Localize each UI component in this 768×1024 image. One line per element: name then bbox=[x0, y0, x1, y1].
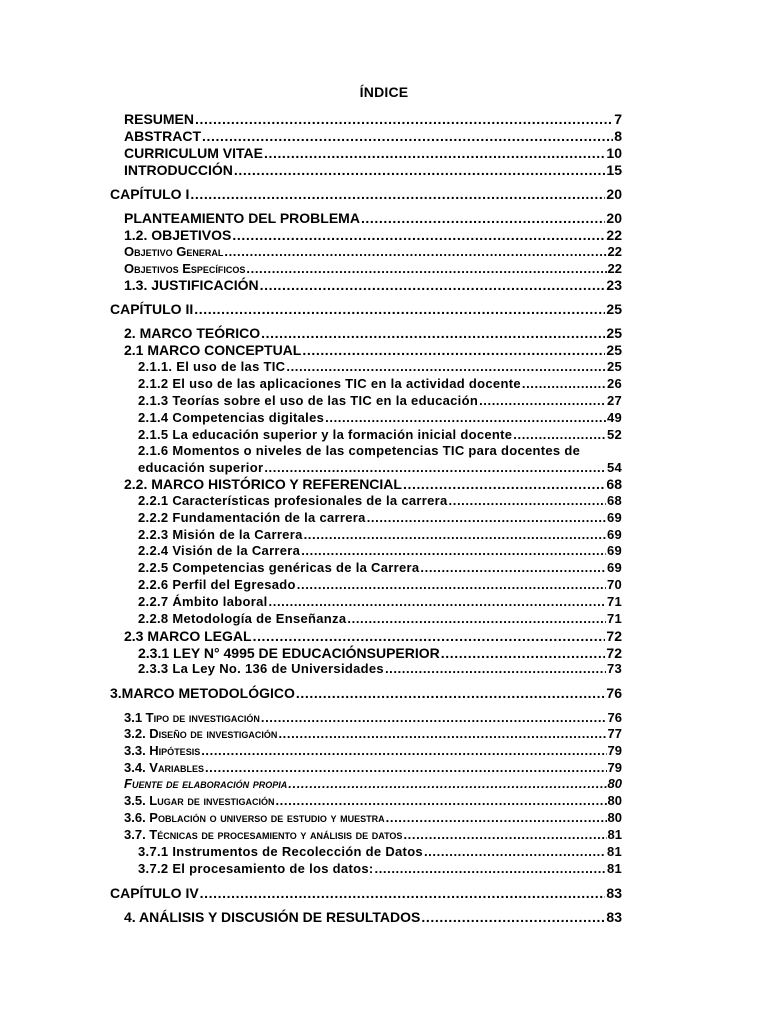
toc-entry-label: 3.7.2 El procesamiento de los datos: bbox=[138, 861, 374, 876]
toc-entry[interactable] bbox=[110, 685, 622, 701]
toc-entry[interactable] bbox=[124, 145, 622, 161]
toc-entry-label: 2.1.5 La educación superior y la formación inicial docente bbox=[138, 427, 513, 442]
dot-leader bbox=[288, 776, 606, 791]
toc-entry[interactable] bbox=[124, 476, 622, 492]
toc-entry-page-number: 7 bbox=[614, 111, 622, 127]
toc-entry-label: Objetivos Específicos bbox=[124, 261, 246, 276]
toc-entry[interactable] bbox=[124, 726, 622, 741]
toc-entry[interactable] bbox=[124, 227, 622, 243]
toc-entry[interactable] bbox=[138, 594, 622, 609]
dot-leader bbox=[202, 128, 613, 144]
dot-leader bbox=[420, 560, 606, 575]
toc-entry-label: 2.3.3 La Ley No. 136 de Universidades bbox=[138, 661, 384, 676]
toc-entry[interactable] bbox=[124, 277, 622, 293]
toc-entry-page-number: 54 bbox=[606, 460, 622, 475]
toc-entry-page-number: 23 bbox=[606, 277, 622, 293]
toc-entry[interactable] bbox=[138, 359, 622, 374]
toc-entry-label: 2.1.3 Teorías sobre el uso de las TIC en la educación bbox=[138, 393, 479, 408]
dot-leader bbox=[269, 594, 606, 609]
toc-entry-page-number: 81 bbox=[606, 844, 622, 859]
toc-entry-page-number: 80 bbox=[607, 810, 622, 825]
dot-leader bbox=[367, 510, 606, 525]
toc-entry-page-number: 22 bbox=[607, 261, 622, 276]
toc-entry[interactable] bbox=[124, 111, 622, 127]
dot-leader bbox=[261, 325, 605, 341]
toc-entry-label: Objetivo General bbox=[124, 244, 224, 259]
toc-entry-page-number: 69 bbox=[606, 527, 622, 542]
toc-entry-page-number: 25 bbox=[606, 325, 622, 341]
dot-leader bbox=[200, 885, 606, 901]
dot-leader bbox=[205, 760, 607, 775]
toc-entry-page-number: 8 bbox=[614, 128, 622, 144]
dot-leader bbox=[275, 793, 606, 808]
toc-entry[interactable] bbox=[138, 460, 622, 475]
toc-entry-label: 2.3 MARCO LEGAL bbox=[124, 628, 252, 644]
toc-entry-label: INTRODUCCIÓN bbox=[124, 162, 233, 178]
toc-entry-label: CAPÍTULO I bbox=[110, 186, 190, 202]
toc-entry-page-number: 76 bbox=[606, 685, 622, 701]
toc-entry[interactable] bbox=[124, 628, 622, 644]
toc-entry[interactable] bbox=[124, 743, 622, 758]
toc-entry-page-number: 22 bbox=[607, 244, 622, 259]
toc-entry-label: 2.2.2 Fundamentación de la carrera bbox=[138, 510, 366, 525]
dot-leader bbox=[194, 301, 605, 317]
dot-leader bbox=[513, 427, 606, 442]
toc-entry-page-number: 83 bbox=[606, 885, 622, 901]
toc-entry-label: 2.2. MARCO HISTÓRICO Y REFERENCIAL bbox=[124, 476, 402, 492]
toc-entry-label: 2.1.1. El uso de las TIC bbox=[138, 359, 286, 374]
toc-entry-label: 3.4. Variables bbox=[124, 760, 204, 775]
toc-entry[interactable] bbox=[124, 210, 622, 226]
dot-leader bbox=[201, 743, 606, 758]
toc-entry[interactable] bbox=[124, 793, 622, 808]
toc-entry-page-number: 81 bbox=[606, 861, 622, 876]
dot-leader bbox=[246, 261, 606, 276]
toc-entry-label: 3.7. Técnicas de procesamiento y análisis de datos bbox=[124, 827, 403, 842]
toc-entry-page-number: 79 bbox=[607, 743, 622, 758]
toc-entry-page-number: 80 bbox=[607, 776, 622, 791]
dot-leader bbox=[261, 710, 607, 725]
toc-entry-label: CAPÍTULO IV bbox=[110, 885, 199, 901]
toc-entry[interactable] bbox=[138, 861, 622, 876]
toc-entry-label: 2.1.2 El uso de las aplicaciones TIC en la actividad docente bbox=[138, 376, 521, 391]
toc-entry-label: CURRICULUM VITAE bbox=[124, 145, 263, 161]
toc-entry[interactable] bbox=[124, 909, 622, 925]
toc-entry-label: PLANTEAMIENTO DEL PROBLEMA bbox=[124, 210, 360, 226]
dot-leader bbox=[441, 645, 606, 661]
toc-entry-label: 2. MARCO TEÓRICO bbox=[124, 325, 261, 341]
dot-leader bbox=[424, 844, 606, 859]
toc-entry[interactable] bbox=[124, 325, 622, 341]
toc-entry-label: 1.3. JUSTIFICACIÓN bbox=[124, 277, 259, 293]
toc-entry-label: 3.MARCO METODOLÓGICO bbox=[110, 685, 295, 701]
dot-leader bbox=[264, 145, 605, 161]
toc-entry-label: 3.7.1 Instrumentos de Recolección de Datos bbox=[138, 844, 423, 859]
toc-entry[interactable] bbox=[138, 410, 622, 425]
toc-entry[interactable] bbox=[124, 710, 622, 725]
toc-entry-page-number: 81 bbox=[607, 827, 622, 842]
toc-entry[interactable] bbox=[138, 527, 622, 542]
dot-leader bbox=[190, 186, 605, 202]
toc-entry[interactable] bbox=[124, 760, 622, 775]
dot-leader bbox=[522, 376, 606, 391]
toc-entry[interactable] bbox=[138, 427, 622, 442]
toc-entry-label: 2.2.1 Características profesionales de la carrera bbox=[138, 493, 448, 508]
toc-entry-page-number: 22 bbox=[606, 227, 622, 243]
toc-entry[interactable] bbox=[138, 560, 622, 575]
toc-entry-page-number: 72 bbox=[606, 645, 622, 661]
dot-leader bbox=[361, 210, 605, 226]
dot-leader bbox=[403, 827, 606, 842]
toc-entry-page-number: 71 bbox=[606, 594, 622, 609]
dot-leader bbox=[260, 277, 606, 293]
toc-entry[interactable] bbox=[138, 645, 622, 661]
dot-leader bbox=[234, 162, 606, 178]
toc-entry-label: Fuente de elaboración propia bbox=[124, 776, 288, 791]
dot-leader bbox=[449, 493, 606, 508]
toc-entry-page-number: 49 bbox=[606, 410, 622, 425]
dot-leader bbox=[232, 227, 605, 243]
toc-entry-label: 2.2.4 Visión de la Carrera bbox=[138, 543, 301, 558]
toc-entry-label: 4. ANÁLISIS Y DISCUSIÓN DE RESULTADOS bbox=[124, 909, 421, 925]
dot-leader bbox=[347, 611, 606, 626]
toc-entry-page-number: 20 bbox=[606, 186, 622, 202]
toc-entry-label: 2.3.1 LEY N° 4995 DE EDUCACIÓNSUPERIOR bbox=[138, 645, 440, 661]
toc-entry[interactable] bbox=[110, 186, 622, 202]
toc-entry-page-number: 25 bbox=[606, 301, 622, 317]
toc-entry-label: 3.3. Hipótesis bbox=[124, 743, 201, 758]
toc-entry-label: 2.1.4 Competencias digitales bbox=[138, 410, 325, 425]
toc-entry-page-number: 25 bbox=[606, 359, 622, 374]
toc-entry-label: 2.2.3 Misión de la Carrera bbox=[138, 527, 303, 542]
dot-leader bbox=[224, 244, 606, 259]
toc-entry-label: 2.2.8 Metodología de Enseñanza bbox=[138, 611, 347, 626]
toc-entry[interactable] bbox=[124, 342, 622, 358]
toc-entry-label: 3.6. Población o universo de estudio y muestra bbox=[124, 810, 385, 825]
dot-leader bbox=[302, 342, 605, 358]
dot-leader bbox=[403, 476, 605, 492]
toc-entry-page-number: 79 bbox=[607, 760, 622, 775]
toc-entry-page-number: 15 bbox=[606, 162, 622, 178]
toc-entry[interactable] bbox=[138, 510, 622, 525]
toc-entry[interactable] bbox=[138, 376, 622, 391]
toc-entry[interactable] bbox=[138, 393, 622, 408]
dot-leader bbox=[374, 861, 605, 876]
toc-entry-label: educación superior bbox=[138, 460, 264, 475]
toc-entry-page-number: 69 bbox=[606, 560, 622, 575]
toc-entry-page-number: 80 bbox=[607, 793, 622, 808]
toc-entry[interactable] bbox=[124, 810, 622, 825]
dot-leader bbox=[479, 393, 606, 408]
toc-entry-label: 3.1 Tipo de investigación bbox=[124, 710, 260, 725]
toc-entry[interactable] bbox=[124, 827, 622, 842]
dot-leader bbox=[297, 577, 606, 592]
toc-entry-page-number: 71 bbox=[606, 611, 622, 626]
toc-entry-page-number: 69 bbox=[606, 543, 622, 558]
dot-leader bbox=[195, 111, 613, 127]
toc-entry-page-number: 27 bbox=[606, 393, 622, 408]
index-title: ÍNDICE bbox=[359, 84, 409, 100]
toc-entry[interactable] bbox=[138, 844, 622, 859]
toc-entry[interactable] bbox=[110, 301, 622, 317]
toc-entry-label: ABSTRACT bbox=[124, 128, 201, 144]
toc-entry[interactable] bbox=[124, 776, 622, 791]
toc-entry-label: RESUMEN bbox=[124, 111, 195, 127]
dot-leader bbox=[386, 810, 607, 825]
toc-entry[interactable] bbox=[138, 543, 622, 558]
toc-entry[interactable] bbox=[124, 261, 622, 276]
dot-leader bbox=[278, 726, 606, 741]
dot-leader bbox=[385, 661, 606, 676]
toc-entry-label: 2.1 MARCO CONCEPTUAL bbox=[124, 342, 302, 358]
toc-entry-page-number: 72 bbox=[606, 628, 622, 644]
toc-entry-label: 2.2.6 Perfil del Egresado bbox=[138, 577, 296, 592]
toc-entry-page-number: 52 bbox=[606, 427, 622, 442]
toc-entry-page-number: 73 bbox=[606, 661, 622, 676]
toc-entry[interactable] bbox=[138, 577, 622, 592]
toc-entry[interactable] bbox=[124, 244, 622, 259]
toc-entry-page-number: 70 bbox=[606, 577, 622, 592]
toc-entry[interactable] bbox=[124, 162, 622, 178]
toc-entry-wrapped-first-line bbox=[138, 443, 652, 458]
toc-entry-label: 3.2. Diseño de investigación bbox=[124, 726, 278, 741]
toc-entry-label: 3.5. Lugar de investigación bbox=[124, 793, 275, 808]
toc-entry-label: 1.2. OBJETIVOS bbox=[124, 227, 232, 243]
toc-entry-label: 2.2.7 Ámbito laboral bbox=[138, 594, 268, 609]
toc-entry-label: 2.1.6 Momentos o niveles de las competencias TIC para docentes de bbox=[138, 443, 581, 458]
toc-entry-label: CAPÍTULO II bbox=[110, 301, 194, 317]
dot-leader bbox=[304, 527, 606, 542]
dot-leader bbox=[253, 628, 606, 644]
toc-entry[interactable] bbox=[110, 885, 622, 901]
toc-entry-page-number: 25 bbox=[606, 342, 622, 358]
dot-leader bbox=[296, 685, 606, 701]
toc-entry[interactable] bbox=[138, 493, 622, 508]
toc-entry-page-number: 83 bbox=[606, 909, 622, 925]
toc-entry-page-number: 20 bbox=[606, 210, 622, 226]
toc-entry-page-number: 26 bbox=[606, 376, 622, 391]
dot-leader bbox=[286, 359, 606, 374]
toc-entry[interactable] bbox=[138, 611, 622, 626]
dot-leader bbox=[301, 543, 606, 558]
dot-leader bbox=[421, 909, 605, 925]
toc-entry-page-number: 10 bbox=[606, 145, 622, 161]
toc-entry[interactable] bbox=[124, 128, 622, 144]
dot-leader bbox=[325, 410, 606, 425]
toc-entry-page-number: 77 bbox=[607, 726, 622, 741]
toc-entry-page-number: 76 bbox=[607, 710, 622, 725]
toc-entry[interactable] bbox=[138, 661, 622, 676]
toc-entry-page-number: 69 bbox=[606, 510, 622, 525]
dot-leader bbox=[264, 460, 606, 475]
toc-entry-label: 2.2.5 Competencias genéricas de la Carrera bbox=[138, 560, 420, 575]
toc-entry-page-number: 68 bbox=[606, 493, 622, 508]
toc-entry-page-number: 68 bbox=[606, 476, 622, 492]
